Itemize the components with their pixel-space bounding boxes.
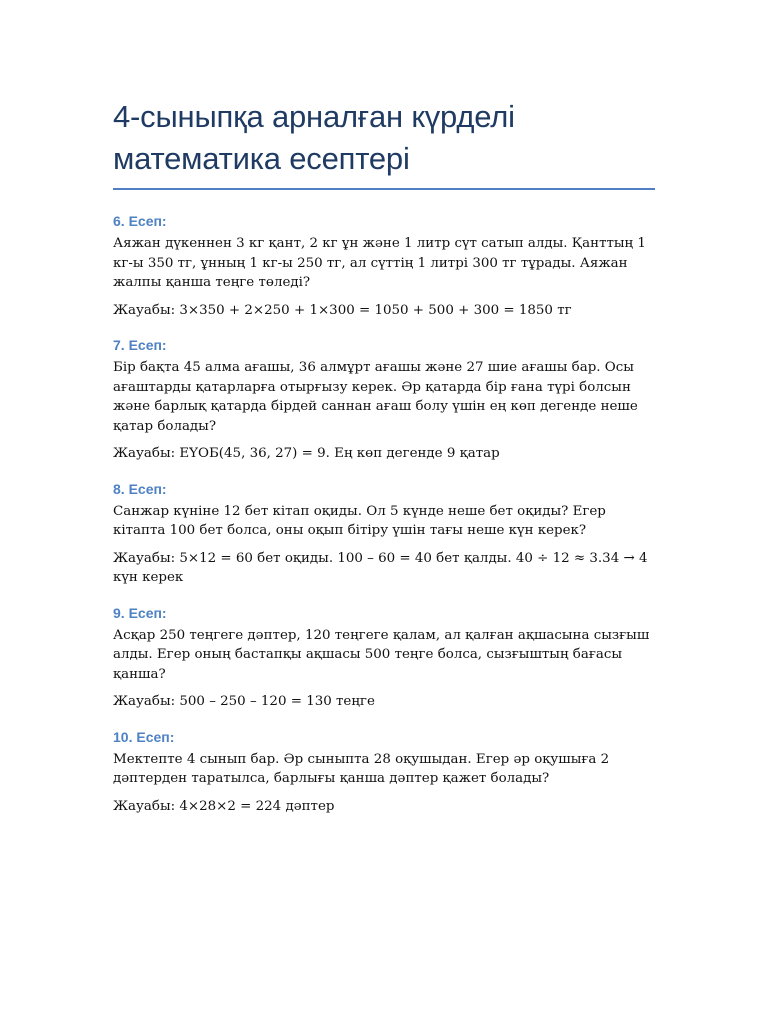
problem-10 xyxy=(113,728,655,817)
page-title-line-1: 4-сыныпқа арналған күрделі xyxy=(113,99,515,134)
document-page xyxy=(113,96,655,832)
problem-text: Аяжан дүкеннен 3 кг қант, 2 кг ұн және 1 литр сүт сатып алды. Қанттың 1 кг-ы 350 тг, ұнның 1 кг-ы 250 тг, ал сүттің 1 литрі 300 тг тұрады. Аяжан жалпы қанша теңге төледі? xyxy=(113,236,646,290)
problem-9 xyxy=(113,604,655,712)
page-title xyxy=(113,96,655,180)
title-divider xyxy=(113,188,655,190)
problem-text: Мектепте 4 сынып бар. Әр сыныпта 28 оқушыдан. Егер әр оқушыға 2 дәптерден таратылса, барлығы қанша дәптер қажет болады? xyxy=(113,751,610,786)
problem-text: Асқар 250 теңгеге дәптер, 120 теңгеге қалам, ал қалған ақшасына сызғыш алды. Егер оның бастапқы ақшасы 500 теңге болса, сызғыштың бағасы қанша? xyxy=(113,627,650,682)
problem-heading: 10. Есеп: xyxy=(113,728,175,745)
problem-heading: 9. Есеп: xyxy=(113,604,167,621)
problem-answer: Жауабы: 3×350 + 2×250 + 1×300 = 1050 + 500 + 300 = 1850 тг xyxy=(113,302,572,318)
problem-7 xyxy=(113,336,655,464)
problem-8 xyxy=(113,480,655,588)
problem-heading: 7. Есеп: xyxy=(113,337,167,353)
problem-answer: Жауабы: 5×12 = 60 бет оқиды. 100 – 60 = 40 бет қалды. 40 ÷ 12 ≈ 3.34 → 4 күн керек xyxy=(113,550,648,585)
problem-text: Санжар күніне 12 бет кітап оқиды. Ол 5 күнде неше бет оқиды? Егер кітапта 100 бет болса, оны оқып бітіру үшін тағы неше күн керек? xyxy=(113,503,606,538)
problem-answer: Жауабы: 4×28×2 = 224 дәптер xyxy=(113,798,335,814)
problem-text: Бір бақта 45 алма ағашы, 36 алмұрт ағашы және 27 шие ағашы бар. Осы ағаштарды қатарларға отырғызу керек. Әр қатарда бір ғана түрі болсын және барлық қатарда бірдей саннан ағаш болу үшін ең көп дегенде неше қатар болады? xyxy=(113,360,638,434)
problem-answer: Жауабы: ЕҮОБ(45, 36, 27) = 9. Ең көп дегенде 9 қатар xyxy=(113,446,500,461)
problem-answer: Жауабы: 500 – 250 – 120 = 130 теңге xyxy=(113,694,375,709)
page-title-line-2: математика есептері xyxy=(113,141,410,176)
problem-heading: 6. Есеп: xyxy=(113,213,167,229)
problem-6 xyxy=(113,212,655,320)
problem-heading: 8. Есеп: xyxy=(113,480,167,497)
